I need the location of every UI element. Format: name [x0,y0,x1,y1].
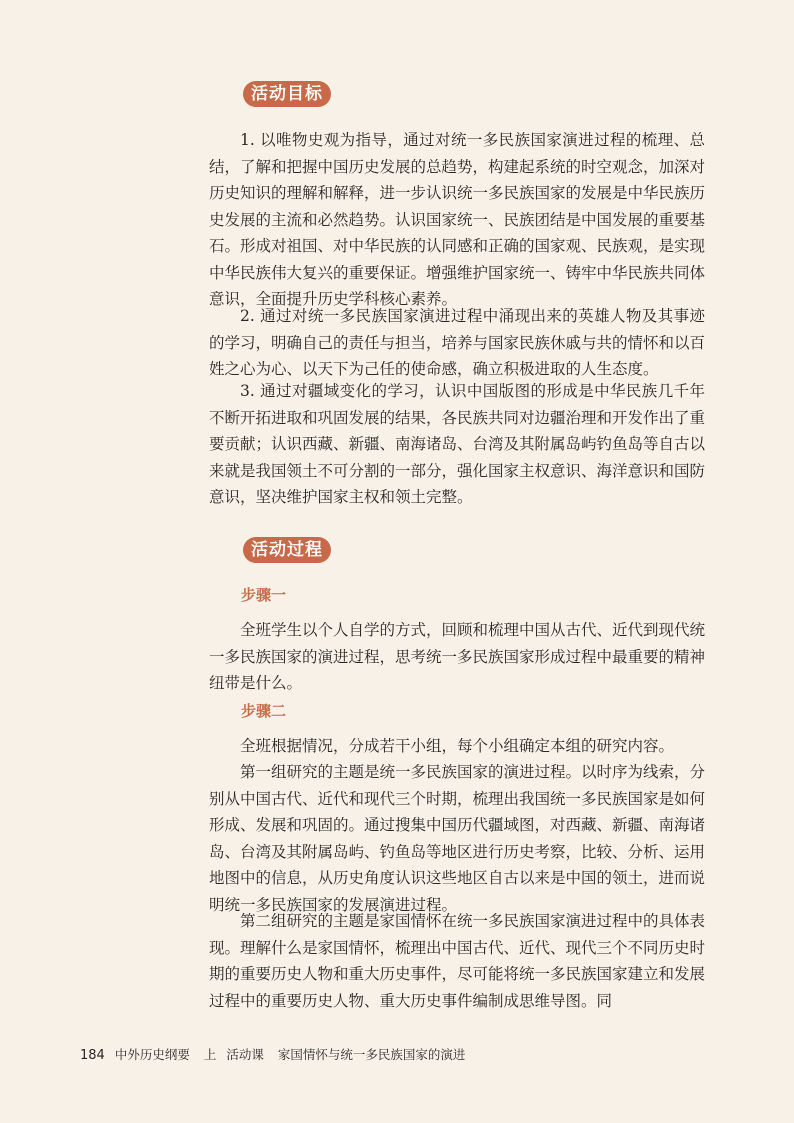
step-two-paragraph-2: 第一组研究的主题是统一多民族国家的演进过程。以时序为线索，分别从中国古代、近代和现代三个时期，梳理出我国统一多民族国家是如何形成、发展和巩固的。通过搜集中国历代疆域图，对西藏、新疆、南海诸岛、台湾及其附属岛屿、钓鱼岛等地区进行历史考察，比较、分析、运用地图中的信息，从历史角度认识这些地区自古以来是中国的领土，进而说明统一多民族国家的发展演进过程。 [209,763,706,914]
step-one-heading: 步骤一 [241,586,287,604]
step-two-paragraph-3: 第二组研究的主题是家国情怀在统一多民族国家演进过程中的具体表现。理解什么是家国情怀，梳理出中国古代、近代、现代三个不同历史时期的重要历史人物和重大历史事件，尽可能将统一多民族国家建立和发展过程中的重要历史人物、重大历史事件编制成思维导图。同 [209,912,706,1010]
step-two-paragraph-1: 全班根据情况，分成若干小组，每个小组确定本组的研究内容。 [240,737,675,755]
volume-label: 上 [203,1047,217,1062]
step-two-heading: 步骤二 [241,702,287,720]
lesson-title: 家国情怀与统一多民族国家的演进 [277,1047,466,1062]
course-type: 活动课 [226,1047,264,1062]
step-one-paragraph: 全班学生以个人自学的方式，回顾和梳理中国从古代、近代到现代统一多民族国家的演进过程，思考统一多民族国家形成过程中最重要的精神纽带是什么。 [209,621,706,692]
page-number: 184 [80,1048,105,1063]
section-title-process: 活动过程 [243,537,331,563]
section-title-goals: 活动目标 [243,81,331,107]
goal-paragraph-2: 2. 通过对统一多民族国家演进过程中涌现出来的英雄人物及其事迹的学习，明确自己的责任与担当，培养与国家民族休戚与共的情怀和以百姓之心为心、以天下为己任的使命感，确立积极进取的人生态度。 [209,307,706,378]
book-title: 中外历史纲要 [114,1047,190,1062]
page-footer [80,1045,465,1063]
goal-paragraph-3: 3. 通过对疆域变化的学习，认识中国版图的形成是中华民族几千年不断开拓进取和巩固发展的结果，各民族共同对边疆治理和开发作出了重要贡献；认识西藏、新疆、南海诸岛、台湾及其附属岛屿钓鱼岛等自古以来就是我国领土不可分割的一部分，强化国家主权意识、海洋意识和国防意识，坚决维护国家主权和领土完整。 [209,382,706,506]
goal-paragraph-1: 1. 以唯物史观为指导，通过对统一多民族国家演进过程的梳理、总结，了解和把握中国历史发展的总趋势，构建起系统的时空观念，加深对历史知识的理解和解释，进一步认识统一多民族国家的发展是中华民族历史发展的主流和必然趋势。认识国家统一、民族团结是中国发展的重要基石。形成对祖国、对中华民族的认同感和正确的国家观、民族观，是实现中华民族伟大复兴的重要保证。增强维护国家统一、铸牢中华民族共同体意识，全面提升历史学科核心素养。 [209,131,706,308]
